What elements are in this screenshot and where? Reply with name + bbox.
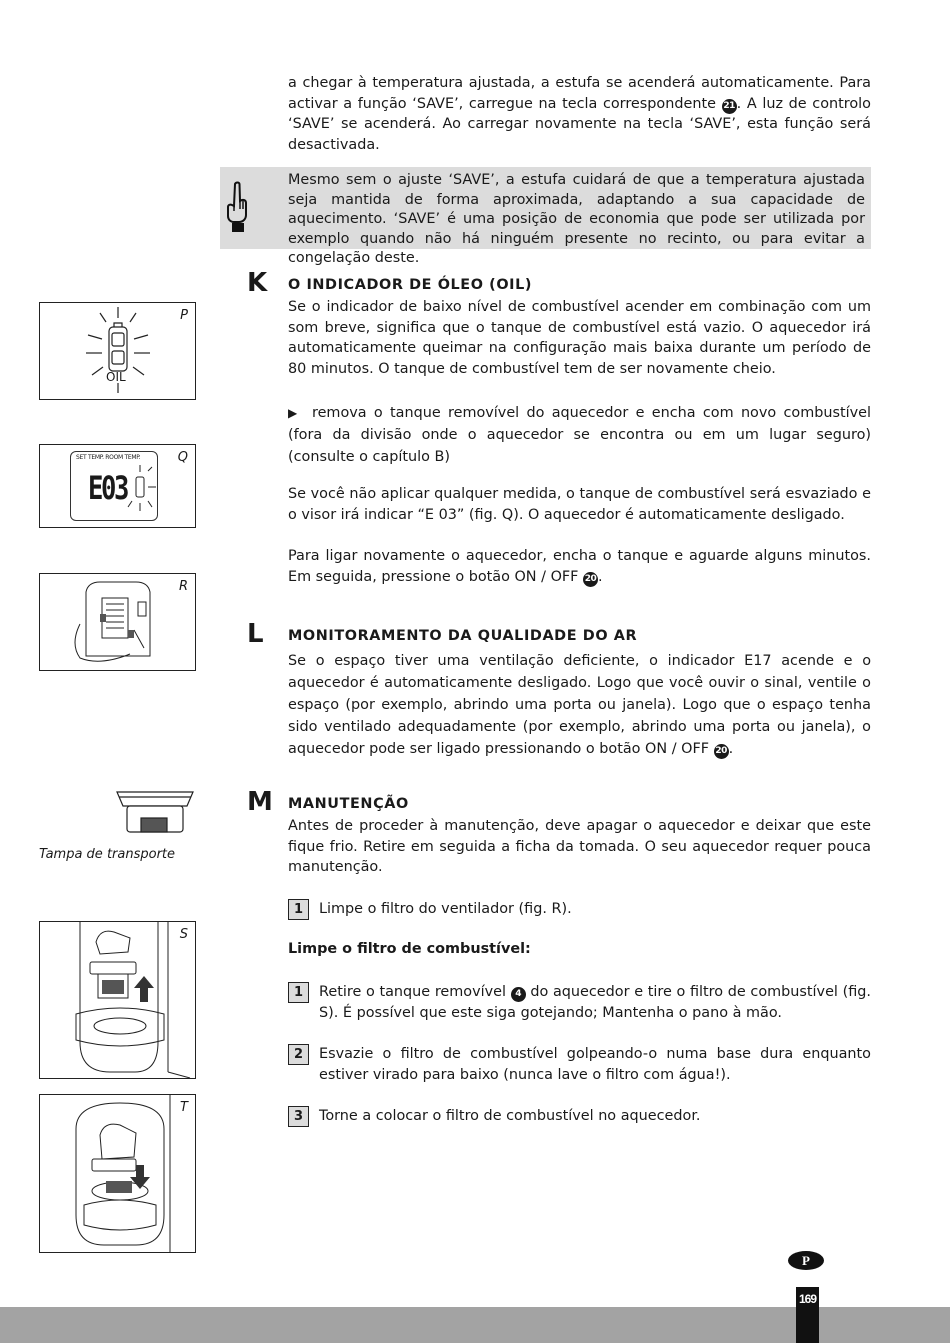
page-number: 169 [798, 1292, 817, 1306]
heater-fan-filter-illustration [40, 574, 195, 670]
figure-t [39, 1094, 196, 1253]
section-l-text-end: . [728, 741, 734, 757]
section-letter-l: L [247, 619, 264, 649]
section-heading-k: O INDICADOR DE ÓLEO (OIL) [288, 277, 533, 293]
figure-label: R [178, 579, 188, 594]
oil-label: OIL [106, 370, 126, 384]
lcd-header: SET TEMP. ROOM TEMP. [76, 454, 141, 461]
bullet-text: remova o tanque removível do aquecedor e encha com novo combustível (fora da divisão onde o aquecedor se encontra ou em um lugar seguro) (consulte o capítulo B) [288, 405, 871, 465]
transport-cap-caption: Tampa de transporte [39, 847, 176, 862]
section-k-paragraph-3 [288, 546, 871, 587]
section-k-paragraph-3-text: Para ligar novamente o aquecedor, encha o tanque e aguarde alguns minutos. Em seguida, pressione o botão ON / OFF [288, 548, 871, 585]
pointing-hand-icon [224, 181, 250, 235]
intro-paragraph [288, 73, 871, 155]
intro-text-start: a chegar à temperatura ajustada, a estufa se acenderá automaticamente. Para activar a função ‘SAVE’, carregue na tecla correspondente [288, 75, 871, 112]
step-number: 2 [288, 1044, 309, 1065]
section-m-paragraph: Antes de proceder à manutenção, deve apagar o aquecedor e deixar que este fique frio. Retire em seguida a ficha da tomada. O seu aquecedor requer pouca manutenção. [288, 818, 871, 875]
remove-fuel-filter-illustration [40, 922, 195, 1078]
step-1-text-start: Retire o tanque removível [319, 984, 511, 1000]
section-letter-m: M [247, 787, 273, 817]
figure-label: T [180, 1100, 188, 1115]
blinking-indicator-icon [40, 445, 195, 527]
reference-number: 21 [722, 99, 737, 114]
intro-text-end: . A luz de controlo ‘SAVE’ se acenderá. Ao carregar novamente na tecla ‘SAVE’, esta função será desactivada. [288, 95, 871, 153]
step-number: 1 [288, 899, 309, 920]
step-text: Torne a colocar o filtro de combustível no aquecedor. [319, 1108, 701, 1124]
lcd-error-code: E03 [88, 469, 128, 507]
step-number: 1 [288, 982, 309, 1003]
figure-q [39, 444, 196, 528]
reference-number: 4 [511, 987, 526, 1002]
section-k-paragraph-3-end: . [598, 568, 603, 585]
oil-indicator-icon [40, 303, 195, 399]
reference-number: 20 [714, 744, 729, 759]
step-1-text-end: do aquecedor e tire o filtro de combustível (fig. S). É possível que este siga gotejando; Mantenha o pano à mão. [319, 984, 871, 1021]
step-number: 3 [288, 1106, 309, 1127]
section-heading-l: MONITORAMENTO DA QUALIDADE DO AR [288, 628, 638, 644]
step-text: Limpe o filtro do ventilador (fig. R). [319, 901, 572, 917]
figure-label: P [180, 308, 188, 323]
figure-label: Q [177, 450, 188, 465]
note-box [220, 167, 871, 266]
section-k-paragraph-1: Se o indicador de baixo nível de combustível acender em combinação com um som breve, significa que o tanque de combustível está vazio. O aquecedor irá automaticamente queimar na configuração mais baixa durante um período de 80 minutos. O tanque de combustível tem de ser novamente cheio. [288, 299, 871, 377]
section-l-paragraph [288, 650, 871, 760]
figure-s [39, 921, 196, 1079]
step-text [319, 982, 871, 1023]
section-letter-k: K [247, 268, 268, 298]
transport-cap-icon [115, 788, 195, 840]
section-heading-m: MANUTENÇÃO [288, 796, 409, 812]
replace-fuel-filter-illustration [40, 1095, 195, 1252]
bullet-arrow-icon: ▶ [288, 406, 300, 420]
section-k-paragraph-2: Se você não aplicar qualquer medida, o tanque de combustível será esvaziado e o visor irá indicar “E 03” (fig. Q). O aquecedor é automaticamente desligado. [288, 486, 871, 523]
section-l-text: Se o espaço tiver uma ventilação deficiente, o indicador E17 acende e o aquecedor é automaticamente desligado. Logo que você ouvir o sinal, ventile o espaço (por exemplo, abrindo uma porta ou janela). Logo que o espaço tenha sido ventilado adequadamente (por exemplo, abrindo uma porta ou janela), o aquecedor pode ser ligado pressionando o botão ON / OFF [288, 653, 871, 757]
section-k-bullet [288, 402, 871, 468]
reference-number: 20 [583, 572, 598, 587]
language-badge: P [788, 1251, 824, 1270]
note-text: Mesmo sem o ajuste ‘SAVE’, a estufa cuidará de que a temperatura ajustada seja mantida de forma aproximada, adaptando a sua capacidade de aquecimento. ‘SAVE’ é uma posição de economia que pode ser utilizada por exemplo quando não há ninguém presente no recinto, ou para evitar a congelação deste. [288, 172, 865, 266]
figure-r [39, 573, 196, 671]
figure-label: S [179, 927, 188, 942]
step-text: Esvazie o filtro de combustível golpeando-o numa base dura enquanto estiver virado para baixo (nunca lave o filtro com água!). [319, 1046, 871, 1083]
figure-p [39, 302, 196, 400]
fuel-filter-subheading: Limpe o filtro de combustível: [288, 941, 531, 957]
